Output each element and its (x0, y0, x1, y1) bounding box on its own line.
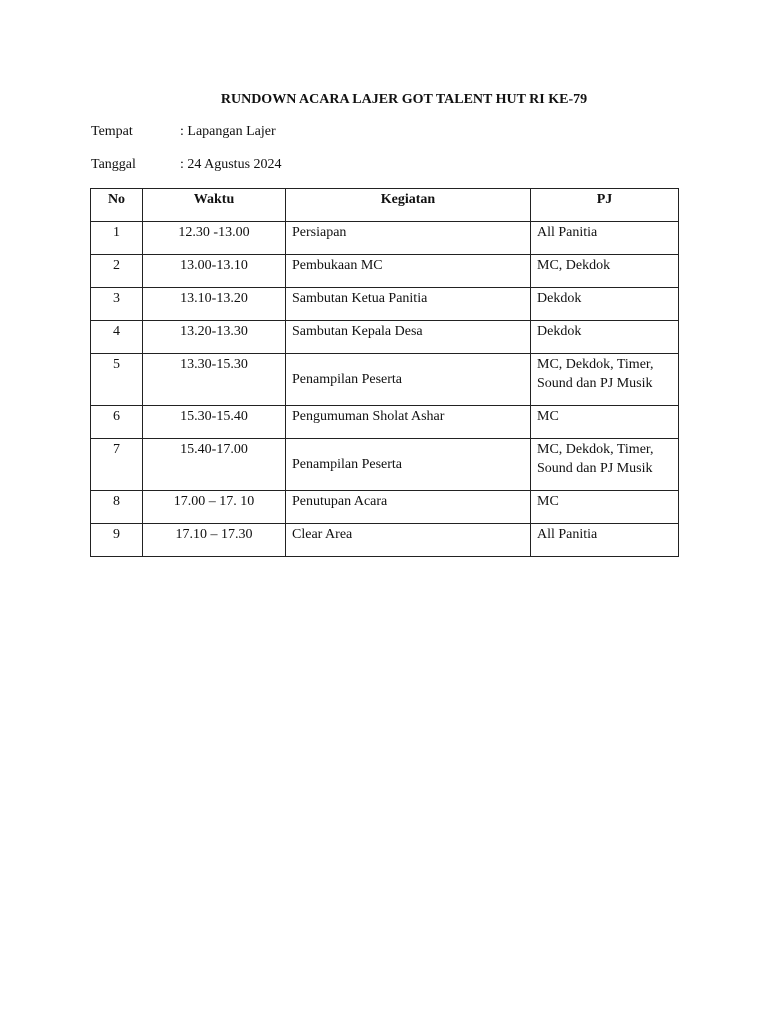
table-row (91, 321, 679, 354)
tempat-value: : Lapangan Lajer (180, 124, 276, 139)
cell-waktu: 15.30-15.40 (143, 406, 286, 439)
cell-kegiatan: Sambutan Kepala Desa (286, 321, 531, 354)
tanggal-value: : 24 Agustus 2024 (180, 157, 282, 172)
cell-pj: MC (531, 406, 679, 439)
cell-no: 4 (91, 321, 143, 354)
table-row (91, 491, 679, 524)
cell-no: 8 (91, 491, 143, 524)
header-pj: PJ (531, 189, 679, 222)
cell-kegiatan: Clear Area (286, 524, 531, 557)
tanggal-label: Tanggal (91, 157, 136, 172)
table-row (91, 354, 679, 406)
tempat-label: Tempat (91, 124, 133, 139)
rundown-table (90, 188, 679, 557)
cell-pj: MC, Dekdok, Timer, Sound dan PJ Musik (531, 354, 679, 406)
cell-waktu: 13.30-15.30 (143, 354, 286, 406)
cell-waktu: 15.40-17.00 (143, 439, 286, 491)
cell-waktu: 17.00 – 17. 10 (143, 491, 286, 524)
cell-pj: MC, Dekdok, Timer, Sound dan PJ Musik (531, 439, 679, 491)
cell-pj: Dekdok (531, 321, 679, 354)
cell-kegiatan: Penampilan Peserta (286, 439, 531, 491)
cell-no: 9 (91, 524, 143, 557)
cell-pj: All Panitia (531, 222, 679, 255)
cell-no: 5 (91, 354, 143, 406)
table-header-row (91, 189, 679, 222)
cell-no: 3 (91, 288, 143, 321)
document-title: RUNDOWN ACARA LAJER GOT TALENT HUT RI KE-79 (220, 92, 588, 107)
table-row (91, 288, 679, 321)
cell-no: 2 (91, 255, 143, 288)
cell-kegiatan: Persiapan (286, 222, 531, 255)
table-row (91, 406, 679, 439)
cell-kegiatan: Pengumuman Sholat Ashar (286, 406, 531, 439)
cell-no: 6 (91, 406, 143, 439)
cell-pj: MC, Dekdok (531, 255, 679, 288)
header-no: No (91, 189, 143, 222)
cell-waktu: 13.10-13.20 (143, 288, 286, 321)
table-row (91, 524, 679, 557)
cell-waktu: 13.20-13.30 (143, 321, 286, 354)
table-row (91, 255, 679, 288)
cell-no: 1 (91, 222, 143, 255)
table-row (91, 439, 679, 491)
cell-pj: All Panitia (531, 524, 679, 557)
cell-no: 7 (91, 439, 143, 491)
cell-waktu: 17.10 – 17.30 (143, 524, 286, 557)
header-waktu: Waktu (143, 189, 286, 222)
header-kegiatan: Kegiatan (286, 189, 531, 222)
cell-pj: Dekdok (531, 288, 679, 321)
cell-pj: MC (531, 491, 679, 524)
cell-waktu: 12.30 -13.00 (143, 222, 286, 255)
cell-kegiatan: Pembukaan MC (286, 255, 531, 288)
cell-kegiatan: Penampilan Peserta (286, 354, 531, 406)
cell-kegiatan: Sambutan Ketua Panitia (286, 288, 531, 321)
cell-kegiatan: Penutupan Acara (286, 491, 531, 524)
table-row (91, 222, 679, 255)
cell-waktu: 13.00-13.10 (143, 255, 286, 288)
